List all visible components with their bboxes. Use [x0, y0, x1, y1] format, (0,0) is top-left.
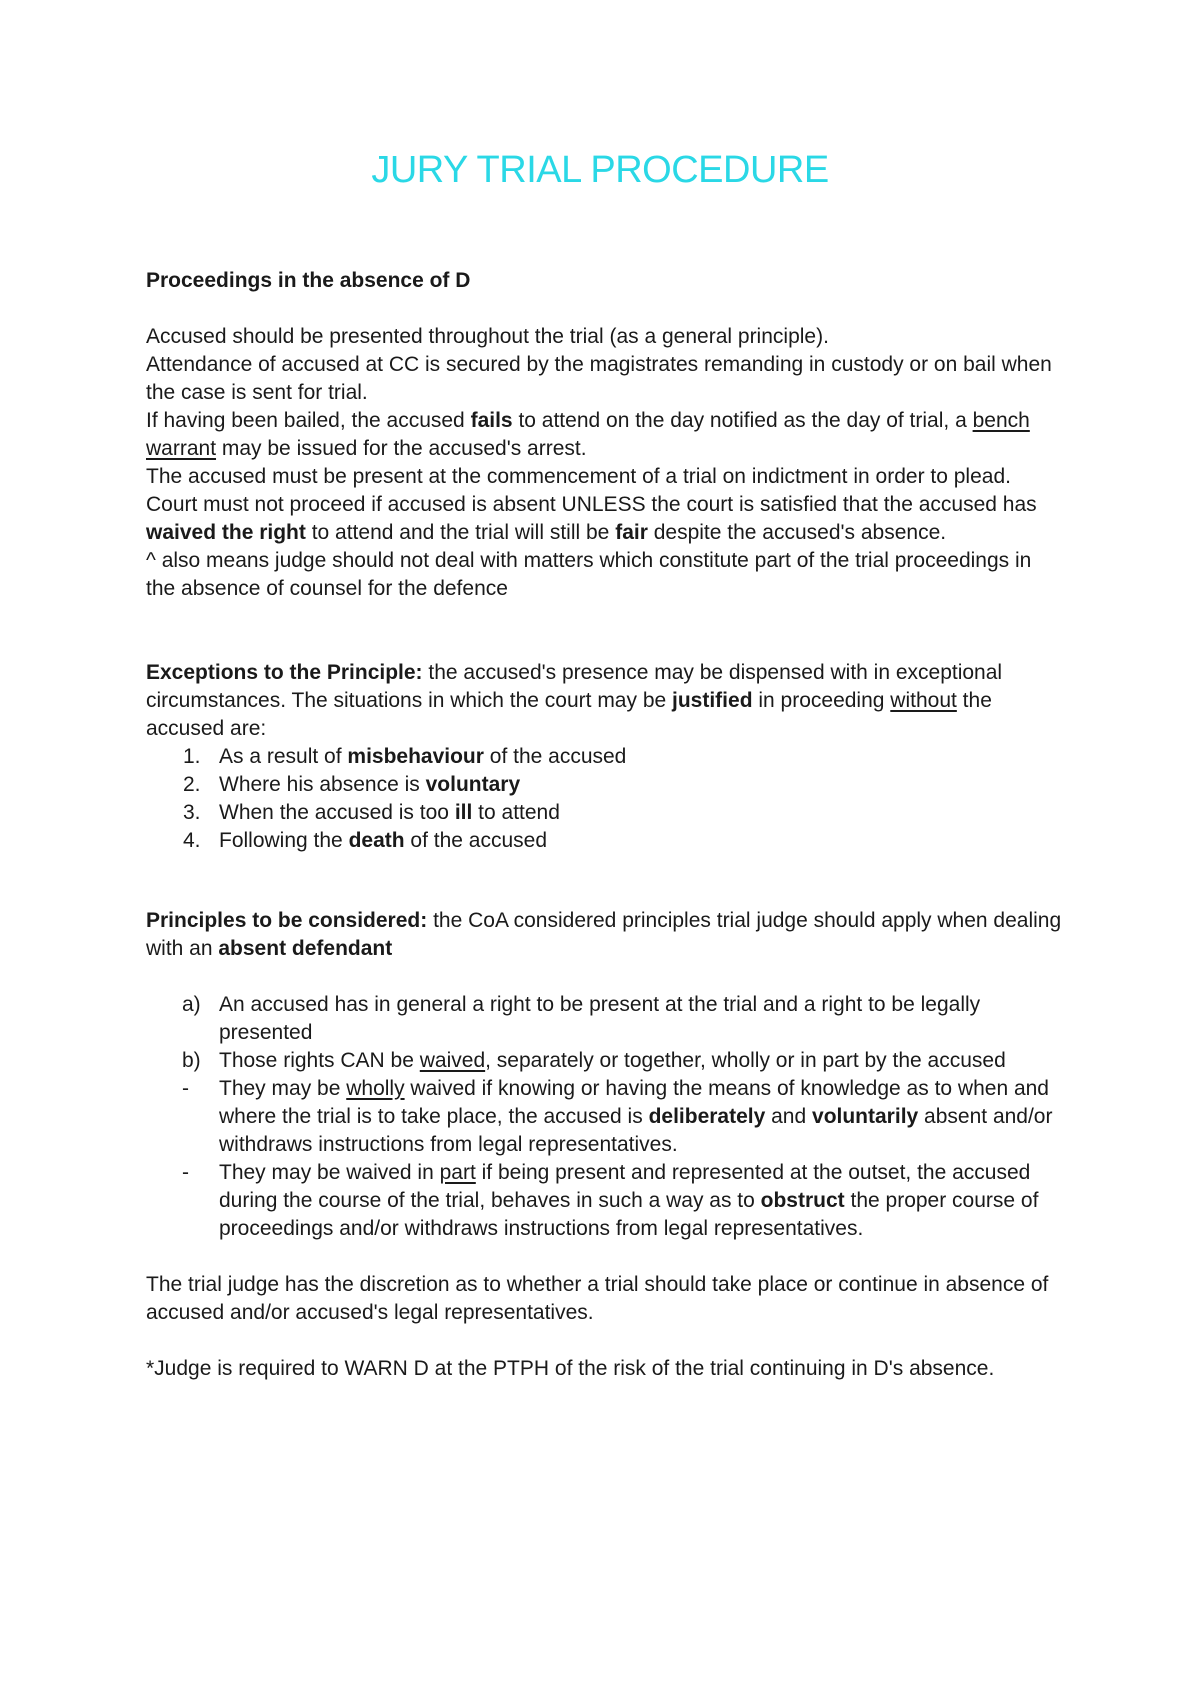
paragraph: If having been bailed, the accused fails to attend on the day notified as the day of trial, a bench warrant may be issued for the accused's arrest.	[146, 409, 1030, 460]
list-item: a) An accused has in general a right to be present at the trial and a right to be legally presented	[182, 993, 981, 1044]
exceptions-paragraph: Exceptions to the Principle: the accused's presence may be dispensed with in exceptional circumstances. The situations in which the court may be justified in proceeding without the accused are:	[146, 661, 1003, 740]
list-item: 1. As a result of misbehaviour of the accused	[183, 745, 627, 768]
list-item: 2. Where his absence is voluntary	[183, 773, 521, 796]
paragraph: The accused must be present at the commencement of a trial on indictment in order to plead.	[146, 465, 1011, 488]
waiver-list	[146, 1075, 1066, 1243]
section-heading-absence: Proceedings in the absence of D	[146, 269, 471, 292]
list-item: - They may be wholly waived if knowing or having the means of knowledge as to when and where the trial is to take place, the accused is deliberately and voluntarily absent and/or withdraws instructions from legal representatives.	[182, 1077, 1053, 1156]
list-item: - They may be waived in part if being present and represented at the outset, the accused during the course of the trial, behaves in such a way as to obstruct the proper course of proceedings and/or withdraws instructions from legal representatives.	[182, 1161, 1039, 1240]
paragraph: *Judge is required to WARN D at the PTPH of the risk of the trial continuing in D's absence.	[146, 1357, 995, 1380]
paragraph: ^ also means judge should not deal with matters which constitute part of the trial proceedings in the absence of counsel for the defence	[146, 549, 1032, 600]
document-body	[146, 267, 1066, 1383]
paragraph: Accused should be presented throughout the trial (as a general principle).	[146, 325, 829, 348]
document-title: JURY TRIAL PROCEDURE	[371, 149, 829, 191]
section-heading-principles: Principles to be considered:	[146, 909, 428, 932]
exceptions-list	[146, 743, 1066, 855]
bench-warrant-term: bench warrant	[146, 409, 1030, 460]
principles-list	[146, 991, 1066, 1075]
list-item: 3. When the accused is too ill to attend	[183, 801, 560, 824]
list-item: b) Those rights CAN be waived, separately or together, wholly or in part by the accused	[182, 1049, 1006, 1072]
principles-paragraph: Principles to be considered: the CoA considered principles trial judge should apply when dealing with an absent defendant	[146, 909, 1062, 960]
paragraph: The trial judge has the discretion as to whether a trial should take place or continue in absence of accused and/or accused's legal representatives.	[146, 1273, 1049, 1324]
list-item: 4. Following the death of the accused	[183, 829, 548, 852]
section-heading-exceptions: Exceptions to the Principle:	[146, 661, 423, 684]
paragraph: Attendance of accused at CC is secured by the magistrates remanding in custody or on bail when the case is sent for trial.	[146, 353, 1052, 404]
paragraph: Court must not proceed if accused is absent UNLESS the court is satisfied that the accused has waived the right to attend and the trial will still be fair despite the accused's absence.	[146, 493, 1037, 544]
